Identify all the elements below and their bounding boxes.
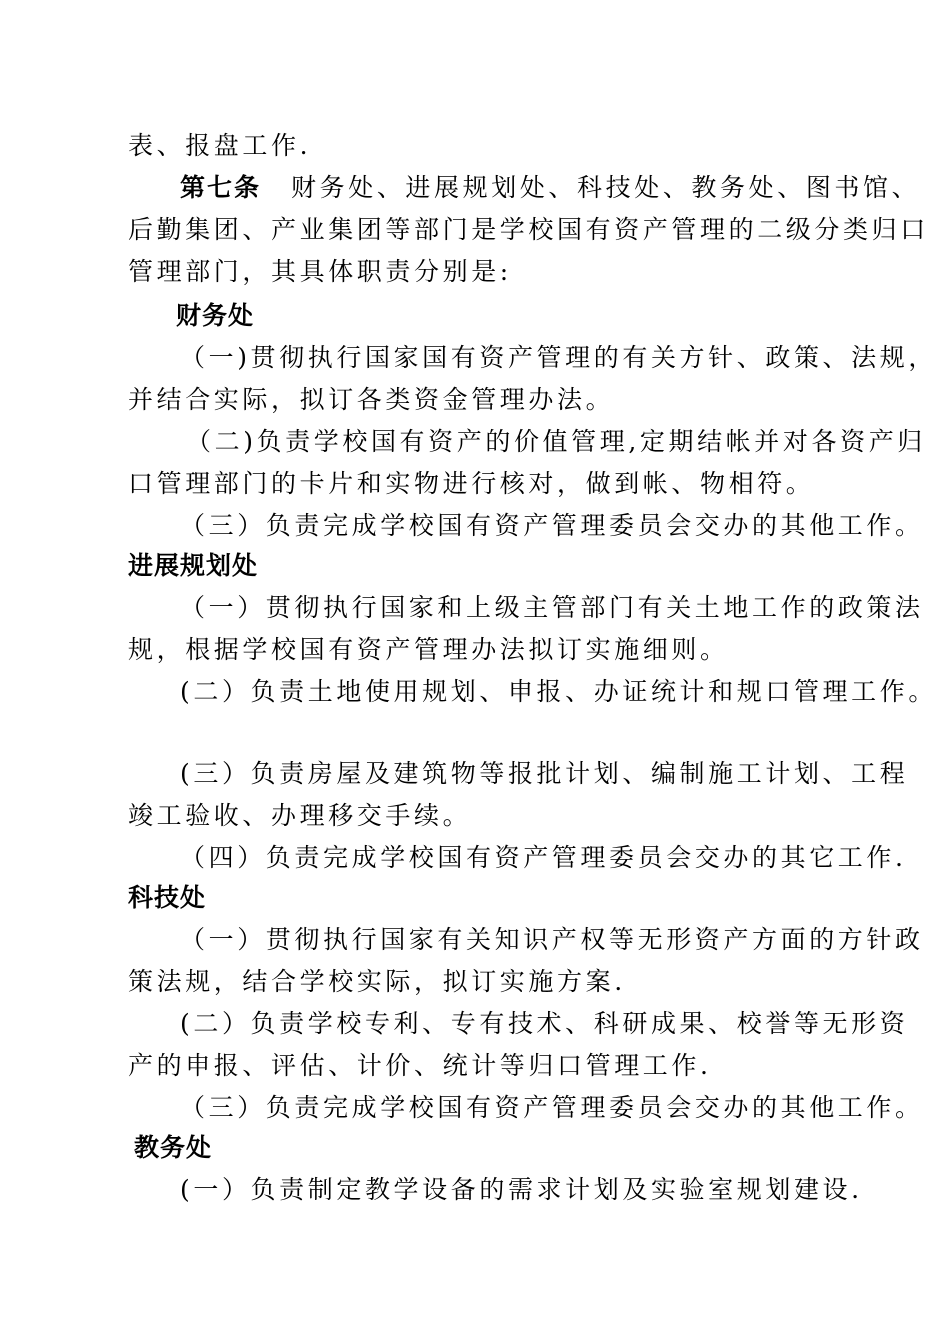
- text-line: （三）负责完成学校国有资产管理委员会交办的其他工作。: [180, 1093, 924, 1122]
- text-line: （三）负责完成学校国有资产管理委员会交办的其他工作。: [180, 511, 924, 540]
- text-line: 口管理部门的卡片和实物进行核对，做到帐、物相符。: [128, 469, 815, 498]
- text-line: (二）负责学校专利、专有技术、科研成果、校誉等无形资: [180, 1009, 909, 1038]
- text-line: 后勤集团、产业集团等部门是学校国有资产管理的二级分类归口: [128, 215, 929, 244]
- section-heading-science-technology: 科技处: [128, 883, 207, 912]
- text-line: 产的申报、评估、计价、统计等归口管理工作.: [128, 1051, 712, 1080]
- text-line: （一)贯彻执行国家国有资产管理的有关方针、政策、法规，: [180, 343, 937, 372]
- text-line: （四）负责完成学校国有资产管理委员会交办的其它工作.: [180, 843, 907, 872]
- text-line: 表、报盘工作.: [128, 131, 312, 160]
- text-line: (二）负责土地使用规划、申报、办证统计和规口管理工作。: [180, 677, 937, 706]
- text-line: 管理部门，其具体职责分别是:: [128, 257, 512, 286]
- section-heading-finance: 财务处: [176, 301, 255, 330]
- section-heading-academic-affairs: 教务处: [134, 1133, 213, 1162]
- text-line: 竣工验收、办理移交手续。: [128, 801, 472, 830]
- text-line: 规，根据学校国有资产管理办法拟订实施细则。: [128, 635, 729, 664]
- article-text: 财务处、进展规划处、科技处、教务处、图书馆、: [291, 173, 921, 202]
- text-line: （一）贯彻执行国家有关知识产权等无形资产方面的方针政: [180, 925, 924, 954]
- text-line: （一）贯彻执行国家和上级主管部门有关土地工作的政策法: [180, 593, 924, 622]
- article-line: [180, 172, 920, 204]
- section-heading-development-planning: 进展规划处: [128, 551, 259, 580]
- text-line: (一）负责制定教学设备的需求计划及实验室规划建设.: [180, 1175, 863, 1204]
- text-line: (三）负责房屋及建筑物等报批计划、编制施工计划、工程: [180, 759, 909, 788]
- article-number: 第七条: [180, 173, 262, 202]
- text-line: （二)负责学校国有资产的价值管理,定期结帐并对各资产归: [186, 427, 926, 456]
- text-line: 策法规，结合学校实际，拟订实施方案.: [128, 967, 626, 996]
- text-line: 并结合实际，拟订各类资金管理办法。: [128, 385, 615, 414]
